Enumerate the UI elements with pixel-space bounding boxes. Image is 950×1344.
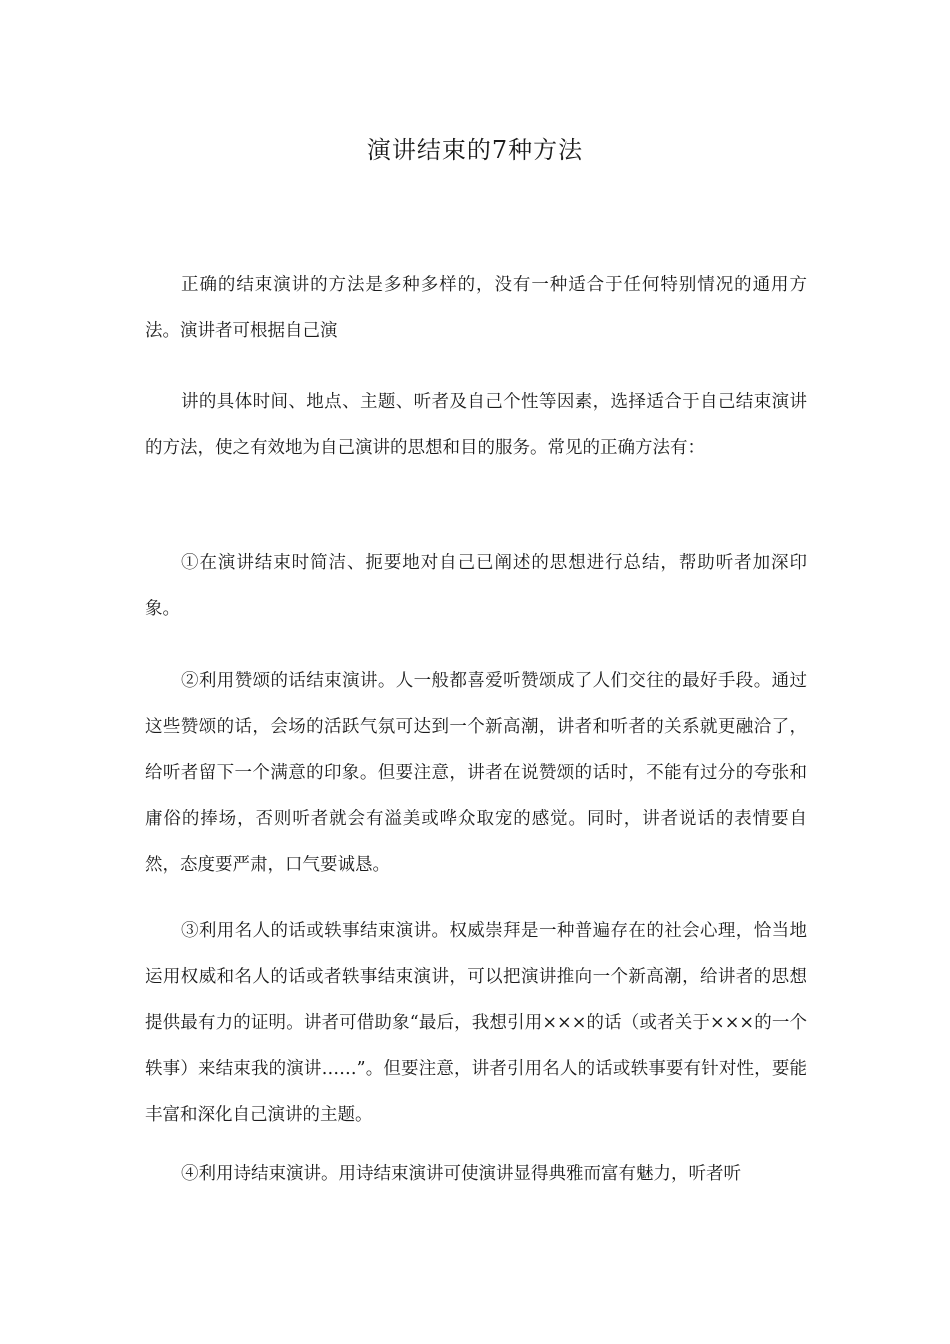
paragraph-intro: 正确的结束演讲的方法是多种多样的，没有一种适合于任何特别情况的通用方法。演讲者可根据自己演: [145, 275, 807, 341]
paragraph-intro-continued: 讲的具体时间、地点、主题、听者及自己个性等因素，选择适合于自己结束演讲的方法，使之有效地为自己演讲的思想和目的服务。常见的正确方法有：: [145, 392, 807, 458]
paragraph-method-1: ①在演讲结束时简洁、扼要地对自己已阐述的思想进行总结，帮助听者加深印象。: [145, 553, 807, 619]
paragraph-method-3: ③利用名人的话或轶事结束演讲。权威崇拜是一种普遍存在的社会心理，恰当地运用权威和名人的话或者轶事结束演讲，可以把演讲推向一个新高潮，给讲者的思想提供最有力的证明。讲者可借助象“最后，我想引用×××的话（或者关于×××的一个轶事）来结束我的演讲……”。但要注意，讲者引用名人的话或轶事要有针对性，要能丰富和深化自己演讲的主题。: [145, 921, 807, 1125]
paragraph-method-2: ②利用赞颂的话结束演讲。人一般都喜爱听赞颂成了人们交往的最好手段。通过这些赞颂的话，会场的活跃气氛可达到一个新高潮，讲者和听者的关系就更融洽了，给听者留下一个满意的印象。但要注意，讲者在说赞颂的话时，不能有过分的夸张和庸俗的捧场，否则听者就会有溢美或哗众取宠的感觉。同时，讲者说话的表情要自然，态度要严肃，口气要诚恳。: [145, 671, 807, 875]
paragraph-method-4: ④利用诗结束演讲。用诗结束演讲可使演讲显得典雅而富有魅力，听者听: [181, 1164, 741, 1184]
document-title: 演讲结束的7种方法: [366, 136, 584, 164]
